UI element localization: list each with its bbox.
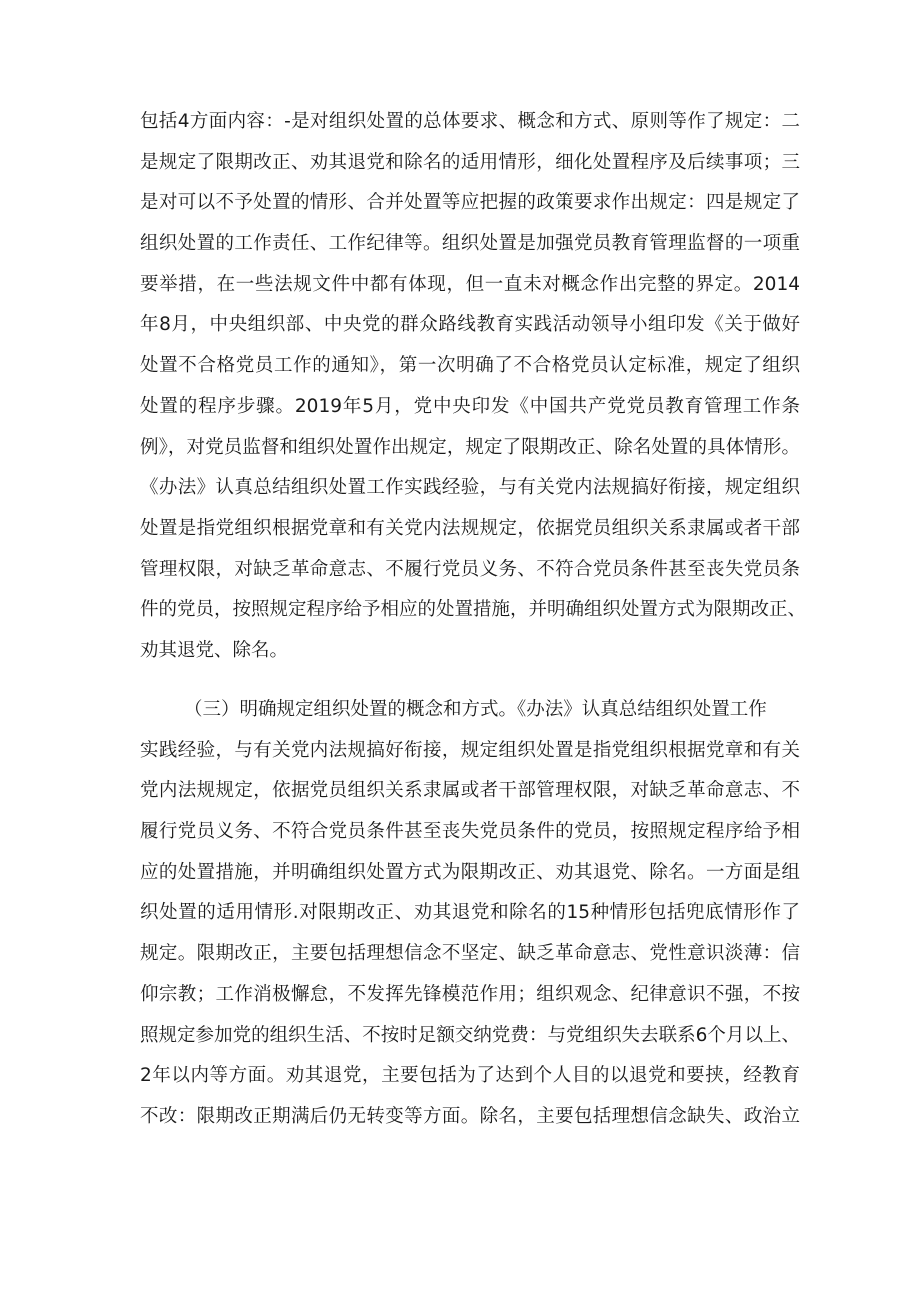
- text-line: 党内法规规定，依据党员组织关系隶属或者干部管理权限，对缺乏革命意志、不: [140, 780, 800, 802]
- text-line-last: 劝其退党、除名。: [140, 639, 289, 661]
- text-line: 例》，对党员监督和组织处置作出规定，规定了限期改正、除名处置的具体情形。: [140, 436, 800, 458]
- text-line: 履行党员义务、不符合党员条件甚至丧失党员条件的党员，按照规定程序给予相: [140, 821, 800, 843]
- text-line-indented: （三）明确规定组织处置的概念和方式。《办法》认真总结组织处置工作: [184, 699, 767, 720]
- text-line: 组织处置的工作责任、工作纪律等。组织处置是加强党员教育管理监督的一项重: [140, 233, 800, 255]
- text-line: 织处置的适用情形.对限期改正、劝其退党和除名的15种情形包括兜底情形作了: [140, 902, 800, 924]
- text-line: 年8月，中央组织部、中央党的群众路线教育实践活动领导小组印发《关于做好: [140, 314, 800, 336]
- text-line: 规定。限期改正，主要包括理想信念不坚定、缺乏革命意志、党性意识淡薄：信: [140, 943, 800, 965]
- paragraph-2: [140, 690, 800, 1138]
- text-line: 管理权限，对缺乏革命意志、不履行党员义务、不符合党员条件甚至丧失党员条: [140, 558, 800, 580]
- text-line: 件的党员，按照规定程序给予相应的处置措施，并明确组织处置方式为限期改正、: [140, 599, 807, 621]
- text-line: 实践经验，与有关党内法规搞好衔接，规定组织处置是指党组织根据党章和有关: [140, 739, 800, 761]
- text-line: 包括4方面内容：-是对组织处置的总体要求、概念和方式、原则等作了规定：二: [140, 111, 800, 132]
- text-line: 仰宗教；工作消极懈怠，不发挥先锋模范作用；组织观念、纪律意识不强，不按: [140, 983, 800, 1005]
- text-line: 不改：限期改正期满后仍无转变等方面。除名，主要包括理想信念缺失、政治立: [140, 1105, 800, 1127]
- text-line: 2年以内等方面。劝其退党，主要包括为了达到个人目的以退党和要挟，经教育: [140, 1065, 800, 1087]
- text-line: 《办法》认真总结组织处置工作实践经验，与有关党内法规搞好衔接，规定组织: [140, 477, 800, 499]
- text-line: 处置的程序步骤。2019年5月，党中央印发《中国共产党党员教育管理工作条: [140, 395, 800, 417]
- text-line: 照规定参加党的组织生活、不按时足额交纳党费：与党组织失去联系6个月以上、: [140, 1024, 800, 1046]
- paragraph-1: [140, 102, 807, 672]
- text-line: 是规定了限期改正、劝其退党和除名的适用情形，细化处置程序及后续事项；三: [140, 151, 800, 173]
- text-line: 应的处置措施，并明确组织处置方式为限期改正、劝其退党、除名。一方面是组: [140, 861, 800, 883]
- text-line: 是对可以不予处置的情形、合并处置等应把握的政策要求作出规定：四是规定了: [140, 192, 800, 214]
- text-line: 处置是指党组织根据党章和有关党内法规规定，依据党员组织关系隶属或者干部: [140, 517, 800, 539]
- text-line: 要举措，在一些法规文件中都有体现，但一直未对概念作出完整的界定。2014: [140, 273, 800, 295]
- text-line: 处置不合格党员工作的通知》，第一次明确了不合格党员认定标准，规定了组织: [140, 355, 800, 377]
